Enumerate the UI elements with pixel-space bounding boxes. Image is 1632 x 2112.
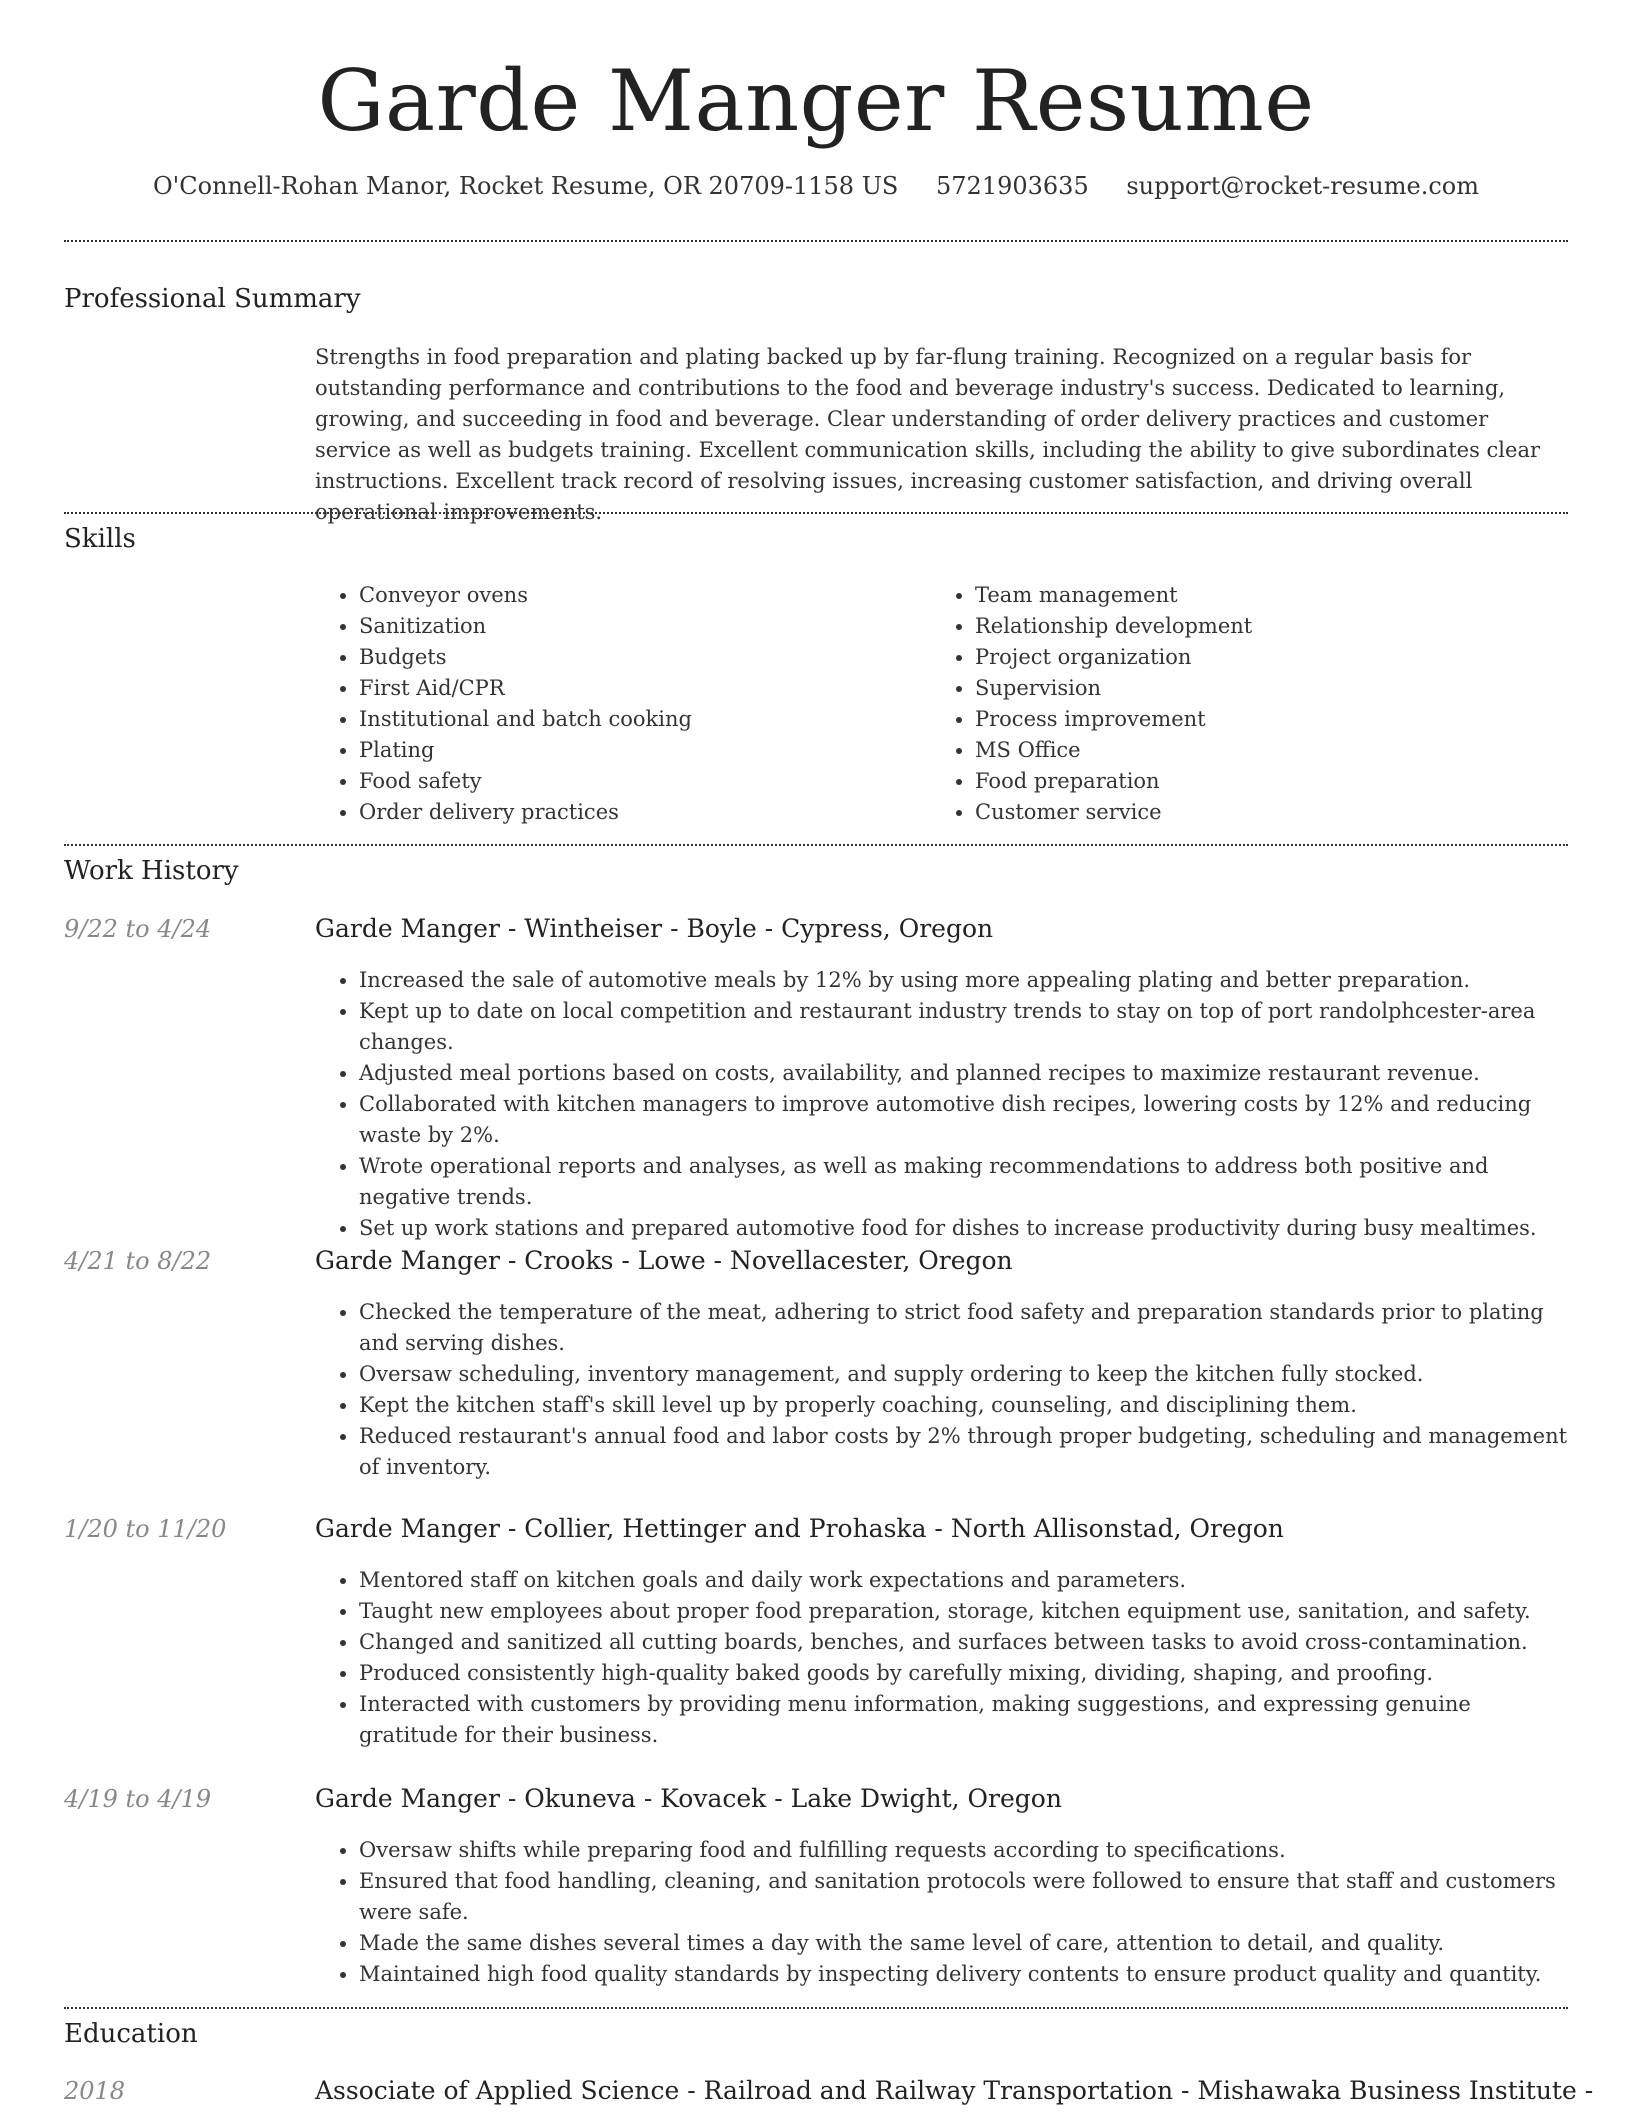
contact-phone: 5721903635 [936,172,1089,200]
job-bullet: • Made the same dishes several times a day with the same level of care, attention to detail, and quality. [359,1928,1575,1959]
job-bullets [315,1297,1575,1483]
job-title: Garde Manger - Collier, Hettinger and Prohaska - North Allisonstad, Oregon [315,1514,1284,1543]
education-title: Associate of Applied Science - Railroad and Railway Transportation - Mishawaka Business Institute - [315,2076,1594,2105]
job-bullet: • Increased the sale of automotive meals by 12% by using more appealing plating and better preparation. [359,965,1575,996]
skill-item: • Relationship development [975,611,1491,642]
skill-item: • Team management [975,580,1491,611]
job-bullet: • Adjusted meal portions based on costs, availability, and planned recipes to maximize restaurant revenue. [359,1058,1575,1089]
skill-item: • Food preparation [975,766,1491,797]
job-title: Garde Manger - Crooks - Lowe - Novellacester, Oregon [315,1246,1013,1275]
section-heading-summary: Professional Summary [64,284,361,314]
skill-item: • Institutional and batch cooking [359,704,875,735]
job-bullet: • Set up work stations and prepared automotive food for dishes to increase productivity during busy mealtimes. [359,1213,1575,1244]
contact-address: O'Connell-Rohan Manor, Rocket Resume, OR 20709-1158 US [153,172,899,200]
job-title: Garde Manger - Okuneva - Kovacek - Lake Dwight, Oregon [315,1784,1062,1813]
job-title: Garde Manger - Wintheiser - Boyle - Cypress, Oregon [315,914,994,943]
section-heading-education: Education [64,2019,198,2049]
skill-item: • First Aid/CPR [359,673,875,704]
job-bullet: • Kept up to date on local competition and restaurant industry trends to stay on top of port randolphcester-area changes. [359,996,1575,1058]
job-bullet: • Maintained high food quality standards by inspecting delivery contents to ensure product quality and quantity. [359,1959,1575,1990]
job-bullet: • Checked the temperature of the meat, adhering to strict food safety and preparation standards prior to plating and serving dishes. [359,1297,1575,1359]
divider [64,2007,1568,2009]
skill-item: • Supervision [975,673,1491,704]
job-dates: 4/21 to 8/22 [64,1247,212,1275]
section-heading-work: Work History [64,856,239,886]
skill-item: • Order delivery practices [359,797,875,828]
contact-email: support@rocket-resume.com [1126,172,1479,200]
job-bullet: • Produced consistently high-quality baked goods by carefully mixing, dividing, shaping, and proofing. [359,1658,1575,1689]
divider [64,844,1568,846]
job-dates: 4/19 to 4/19 [64,1785,212,1813]
skills-column-right [931,580,1491,828]
skill-item: • Budgets [359,642,875,673]
job-bullet: • Reduced restaurant's annual food and labor costs by 2% through proper budgeting, scheduling and management of inventory. [359,1421,1575,1483]
summary-text: Strengths in food preparation and plating backed up by far-flung training. Recognized on a regular basis for outstanding performance and contributions to the food and beverage industry's success. Dedicated to learning, growing, and succeeding in food and beverage. Clear understanding of order delivery practices and customer service as well as budgets training. Excellent communication skills, including the ability to give subordinates clear instructions. Excellent track record of resolving issues, increasing customer satisfaction, and driving overall operational improvements. [315,345,1541,524]
job-bullet: • Taught new employees about proper food preparation, storage, kitchen equipment use, sanitation, and safety. [359,1596,1575,1627]
education-date: 2018 [64,2077,126,2105]
job-bullet: • Oversaw scheduling, inventory management, and supply ordering to keep the kitchen fully stocked. [359,1359,1575,1390]
job-bullets [315,1835,1575,1990]
job-bullet: • Collaborated with kitchen managers to improve automotive dish recipes, lowering costs by 12% and reducing waste by 2%. [359,1089,1575,1151]
job-bullet: • Interacted with customers by providing menu information, making suggestions, and expressing genuine gratitude for their business. [359,1689,1575,1751]
skill-item: • Conveyor ovens [359,580,875,611]
skill-item: • MS Office [975,735,1491,766]
job-dates: 9/22 to 4/24 [64,915,212,943]
divider [64,240,1568,242]
job-bullet: • Changed and sanitized all cutting boards, benches, and surfaces between tasks to avoid cross-contamination. [359,1627,1575,1658]
skill-item: • Plating [359,735,875,766]
job-bullet: • Ensured that food handling, cleaning, and sanitation protocols were followed to ensure that staff and customers were safe. [359,1866,1575,1928]
skill-item: • Customer service [975,797,1491,828]
job-bullet: • Oversaw shifts while preparing food and fulfilling requests according to specifications. [359,1835,1575,1866]
section-heading-skills: Skills [64,524,136,554]
skill-item: • Project organization [975,642,1491,673]
skill-item: • Sanitization [359,611,875,642]
skill-item: • Process improvement [975,704,1491,735]
job-bullet: • Kept the kitchen staff's skill level up by properly coaching, counseling, and disciplining them. [359,1390,1575,1421]
divider [64,512,1568,514]
skills-column-left [315,580,875,828]
resume-title: Garde Manger Resume [317,52,1315,150]
job-bullet: • Mentored staff on kitchen goals and daily work expectations and parameters. [359,1565,1575,1596]
job-bullets [315,965,1575,1244]
skill-item: • Food safety [359,766,875,797]
contact-line [0,172,1632,200]
job-bullet: • Wrote operational reports and analyses, as well as making recommendations to address both positive and negative trends. [359,1151,1575,1213]
job-dates: 1/20 to 11/20 [64,1515,227,1543]
job-bullets [315,1565,1575,1751]
